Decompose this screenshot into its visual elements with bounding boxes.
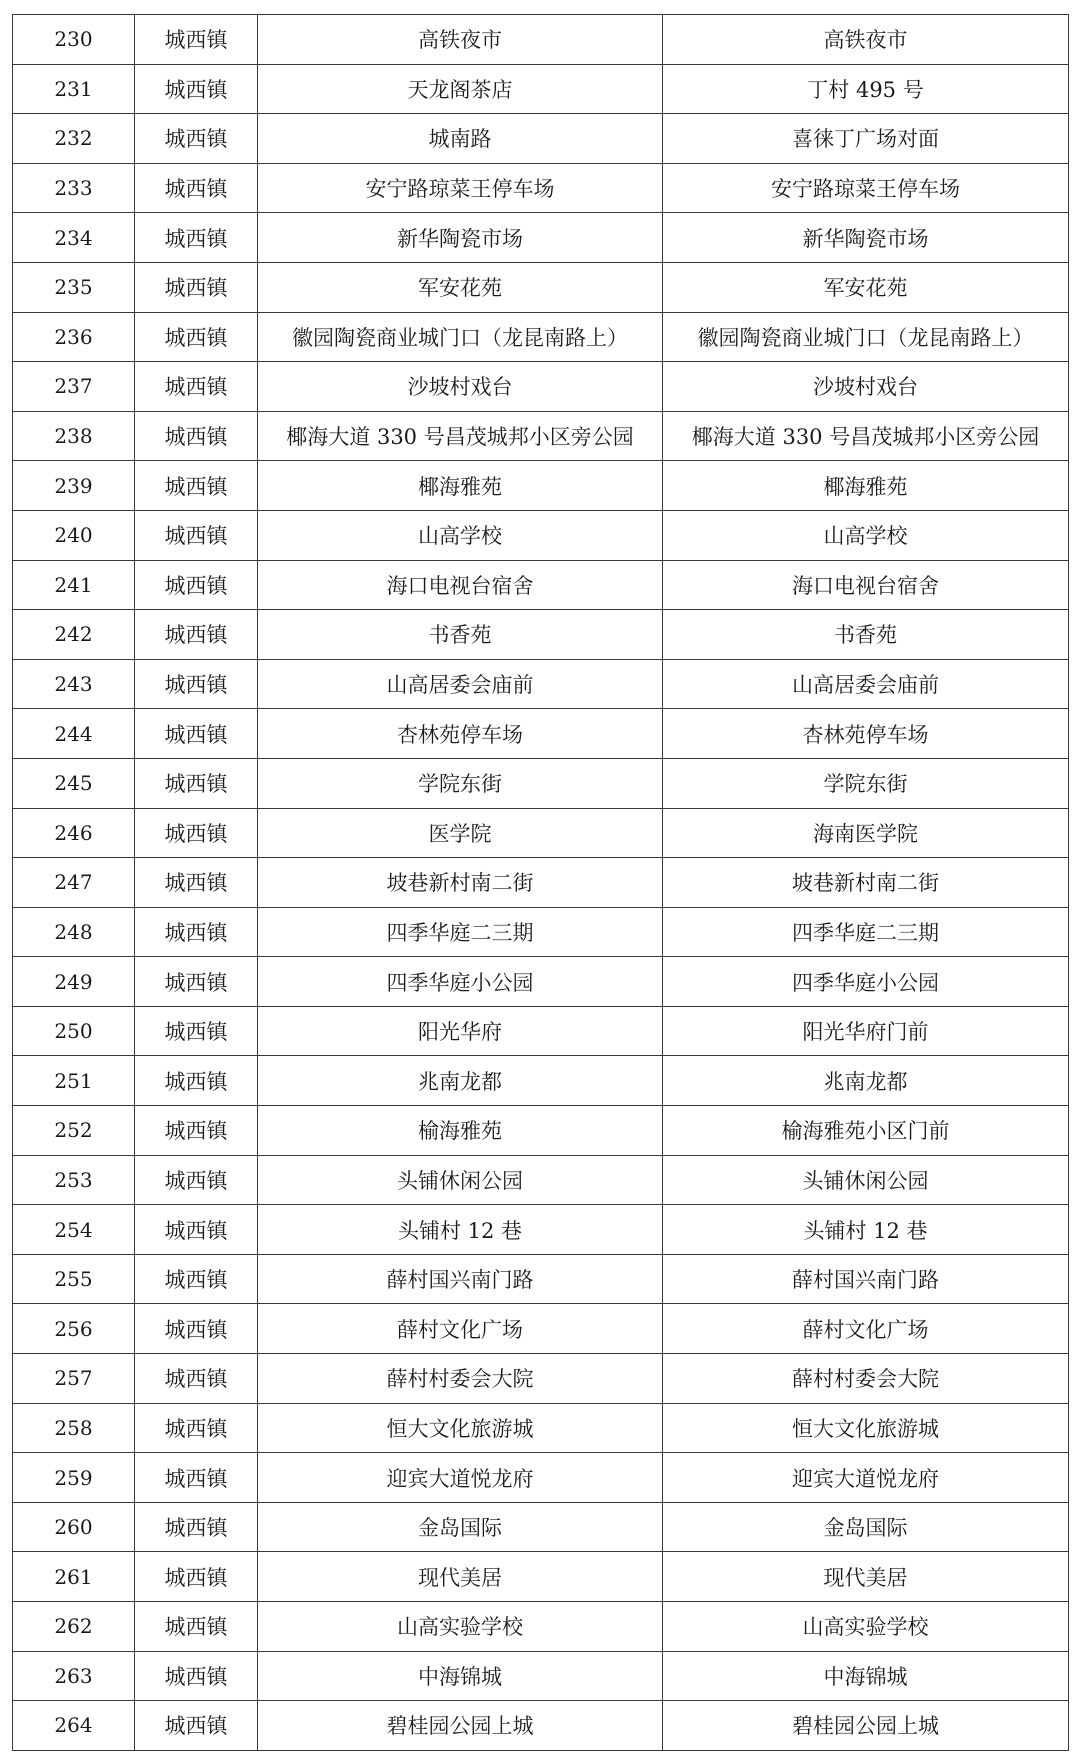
- table-row: [13, 411, 1069, 461]
- address-cell: 阳光华府门前: [663, 1006, 1069, 1056]
- table-row: [13, 808, 1069, 858]
- row-number-cell: 263: [13, 1651, 135, 1701]
- address-cell: 山高实验学校: [663, 1602, 1069, 1652]
- location-cell: 四季华庭小公园: [258, 957, 663, 1007]
- table-row: [13, 213, 1069, 263]
- address-cell: 金岛国际: [663, 1502, 1069, 1552]
- table-row: [13, 758, 1069, 808]
- town-cell: 城西镇: [135, 362, 258, 412]
- location-cell: 榆海雅苑: [258, 1106, 663, 1156]
- address-cell: 四季华庭小公园: [663, 957, 1069, 1007]
- address-cell: 山高居委会庙前: [663, 659, 1069, 709]
- location-cell: 沙坡村戏台: [258, 362, 663, 412]
- town-cell: 城西镇: [135, 858, 258, 908]
- town-cell: 城西镇: [135, 610, 258, 660]
- row-number-cell: 247: [13, 858, 135, 908]
- town-cell: 城西镇: [135, 1056, 258, 1106]
- address-cell: 丁村 495 号: [663, 64, 1069, 114]
- location-cell: 山高实验学校: [258, 1602, 663, 1652]
- row-number-cell: 251: [13, 1056, 135, 1106]
- town-cell: 城西镇: [135, 709, 258, 759]
- row-number-cell: 249: [13, 957, 135, 1007]
- address-cell: 椰海雅苑: [663, 461, 1069, 511]
- row-number-cell: 259: [13, 1453, 135, 1503]
- town-cell: 城西镇: [135, 1701, 258, 1751]
- row-number-cell: 256: [13, 1304, 135, 1354]
- location-cell: 杏林苑停车场: [258, 709, 663, 759]
- address-cell: 兆南龙都: [663, 1056, 1069, 1106]
- town-cell: 城西镇: [135, 510, 258, 560]
- table-row: [13, 1701, 1069, 1751]
- address-cell: 四季华庭二三期: [663, 907, 1069, 957]
- address-cell: 喜徕丁广场对面: [663, 114, 1069, 164]
- location-cell: 徽园陶瓷商业城门口（龙昆南路上）: [258, 312, 663, 362]
- location-cell: 头铺村 12 巷: [258, 1205, 663, 1255]
- address-cell: 学院东街: [663, 758, 1069, 808]
- address-cell: 头铺休闲公园: [663, 1155, 1069, 1205]
- town-cell: 城西镇: [135, 560, 258, 610]
- town-cell: 城西镇: [135, 1106, 258, 1156]
- address-cell: 新华陶瓷市场: [663, 213, 1069, 263]
- town-cell: 城西镇: [135, 114, 258, 164]
- address-cell: 徽园陶瓷商业城门口（龙昆南路上）: [663, 312, 1069, 362]
- row-number-cell: 239: [13, 461, 135, 511]
- table-row: [13, 362, 1069, 412]
- town-cell: 城西镇: [135, 1006, 258, 1056]
- row-number-cell: 248: [13, 907, 135, 957]
- address-cell: 薛村文化广场: [663, 1304, 1069, 1354]
- row-number-cell: 255: [13, 1254, 135, 1304]
- location-cell: 山高居委会庙前: [258, 659, 663, 709]
- location-cell: 阳光华府: [258, 1006, 663, 1056]
- table-row: [13, 1304, 1069, 1354]
- row-number-cell: 237: [13, 362, 135, 412]
- town-cell: 城西镇: [135, 15, 258, 65]
- location-cell: 薛村文化广场: [258, 1304, 663, 1354]
- table-row: [13, 1651, 1069, 1701]
- address-cell: 安宁路琼菜王停车场: [663, 163, 1069, 213]
- row-number-cell: 236: [13, 312, 135, 362]
- table-row: [13, 1155, 1069, 1205]
- town-cell: 城西镇: [135, 1453, 258, 1503]
- table-row: [13, 957, 1069, 1007]
- address-cell: 杏林苑停车场: [663, 709, 1069, 759]
- table-row: [13, 1403, 1069, 1453]
- address-cell: 头铺村 12 巷: [663, 1205, 1069, 1255]
- town-cell: 城西镇: [135, 1254, 258, 1304]
- location-cell: 恒大文化旅游城: [258, 1403, 663, 1453]
- address-cell: 榆海雅苑小区门前: [663, 1106, 1069, 1156]
- town-cell: 城西镇: [135, 1304, 258, 1354]
- town-cell: 城西镇: [135, 64, 258, 114]
- row-number-cell: 264: [13, 1701, 135, 1751]
- row-number-cell: 238: [13, 411, 135, 461]
- table-row: [13, 163, 1069, 213]
- address-cell: 军安花苑: [663, 262, 1069, 312]
- town-cell: 城西镇: [135, 1354, 258, 1404]
- address-cell: 书香苑: [663, 610, 1069, 660]
- row-number-cell: 244: [13, 709, 135, 759]
- location-cell: 书香苑: [258, 610, 663, 660]
- address-cell: 坡巷新村南二街: [663, 858, 1069, 908]
- row-number-cell: 243: [13, 659, 135, 709]
- town-cell: 城西镇: [135, 907, 258, 957]
- location-cell: 兆南龙都: [258, 1056, 663, 1106]
- table-row: [13, 1602, 1069, 1652]
- town-cell: 城西镇: [135, 1552, 258, 1602]
- row-number-cell: 260: [13, 1502, 135, 1552]
- town-cell: 城西镇: [135, 262, 258, 312]
- table-row: [13, 1552, 1069, 1602]
- address-cell: 海南医学院: [663, 808, 1069, 858]
- row-number-cell: 234: [13, 213, 135, 263]
- row-number-cell: 252: [13, 1106, 135, 1156]
- town-cell: 城西镇: [135, 312, 258, 362]
- table-row: [13, 1056, 1069, 1106]
- location-cell: 新华陶瓷市场: [258, 213, 663, 263]
- town-cell: 城西镇: [135, 957, 258, 1007]
- town-cell: 城西镇: [135, 1602, 258, 1652]
- location-cell: 海口电视台宿舍: [258, 560, 663, 610]
- location-cell: 安宁路琼菜王停车场: [258, 163, 663, 213]
- location-table-container: [12, 14, 1068, 1751]
- address-cell: 沙坡村戏台: [663, 362, 1069, 412]
- row-number-cell: 257: [13, 1354, 135, 1404]
- address-cell: 中海锦城: [663, 1651, 1069, 1701]
- table-row: [13, 1106, 1069, 1156]
- table-row: [13, 64, 1069, 114]
- town-cell: 城西镇: [135, 1155, 258, 1205]
- address-cell: 山高学校: [663, 510, 1069, 560]
- location-cell: 天龙阁茶店: [258, 64, 663, 114]
- row-number-cell: 254: [13, 1205, 135, 1255]
- row-number-cell: 262: [13, 1602, 135, 1652]
- address-cell: 现代美居: [663, 1552, 1069, 1602]
- location-cell: 薛村村委会大院: [258, 1354, 663, 1404]
- row-number-cell: 232: [13, 114, 135, 164]
- table-row: [13, 461, 1069, 511]
- row-number-cell: 258: [13, 1403, 135, 1453]
- location-cell: 山高学校: [258, 510, 663, 560]
- town-cell: 城西镇: [135, 1651, 258, 1701]
- location-table: [12, 14, 1069, 1751]
- address-cell: 恒大文化旅游城: [663, 1403, 1069, 1453]
- row-number-cell: 242: [13, 610, 135, 660]
- row-number-cell: 253: [13, 1155, 135, 1205]
- location-cell: 椰海雅苑: [258, 461, 663, 511]
- town-cell: 城西镇: [135, 659, 258, 709]
- town-cell: 城西镇: [135, 163, 258, 213]
- location-cell: 城南路: [258, 114, 663, 164]
- address-cell: 薛村村委会大院: [663, 1354, 1069, 1404]
- location-cell: 医学院: [258, 808, 663, 858]
- town-cell: 城西镇: [135, 411, 258, 461]
- row-number-cell: 261: [13, 1552, 135, 1602]
- table-row: [13, 114, 1069, 164]
- row-number-cell: 233: [13, 163, 135, 213]
- town-cell: 城西镇: [135, 213, 258, 263]
- row-number-cell: 231: [13, 64, 135, 114]
- table-row: [13, 1254, 1069, 1304]
- town-cell: 城西镇: [135, 1403, 258, 1453]
- address-cell: 椰海大道 330 号昌茂城邦小区旁公园: [663, 411, 1069, 461]
- address-cell: 薛村国兴南门路: [663, 1254, 1069, 1304]
- location-cell: 金岛国际: [258, 1502, 663, 1552]
- row-number-cell: 245: [13, 758, 135, 808]
- address-cell: 海口电视台宿舍: [663, 560, 1069, 610]
- table-row: [13, 858, 1069, 908]
- table-row: [13, 262, 1069, 312]
- town-cell: 城西镇: [135, 461, 258, 511]
- row-number-cell: 235: [13, 262, 135, 312]
- row-number-cell: 230: [13, 15, 135, 65]
- location-cell: 迎宾大道悦龙府: [258, 1453, 663, 1503]
- row-number-cell: 250: [13, 1006, 135, 1056]
- location-cell: 椰海大道 330 号昌茂城邦小区旁公园: [258, 411, 663, 461]
- location-cell: 四季华庭二三期: [258, 907, 663, 957]
- table-row: [13, 907, 1069, 957]
- location-cell: 现代美居: [258, 1552, 663, 1602]
- location-cell: 高铁夜市: [258, 15, 663, 65]
- town-cell: 城西镇: [135, 808, 258, 858]
- table-body: [13, 15, 1069, 1751]
- table-row: [13, 709, 1069, 759]
- address-cell: 碧桂园公园上城: [663, 1701, 1069, 1751]
- row-number-cell: 246: [13, 808, 135, 858]
- table-row: [13, 1502, 1069, 1552]
- table-row: [13, 312, 1069, 362]
- town-cell: 城西镇: [135, 1205, 258, 1255]
- location-cell: 学院东街: [258, 758, 663, 808]
- location-cell: 坡巷新村南二街: [258, 858, 663, 908]
- row-number-cell: 240: [13, 510, 135, 560]
- location-cell: 薛村国兴南门路: [258, 1254, 663, 1304]
- table-row: [13, 510, 1069, 560]
- table-row: [13, 1354, 1069, 1404]
- location-cell: 头铺休闲公园: [258, 1155, 663, 1205]
- location-cell: 军安花苑: [258, 262, 663, 312]
- table-row: [13, 1453, 1069, 1503]
- table-row: [13, 659, 1069, 709]
- table-row: [13, 1006, 1069, 1056]
- town-cell: 城西镇: [135, 1502, 258, 1552]
- location-cell: 碧桂园公园上城: [258, 1701, 663, 1751]
- table-row: [13, 15, 1069, 65]
- table-row: [13, 560, 1069, 610]
- location-cell: 中海锦城: [258, 1651, 663, 1701]
- table-row: [13, 610, 1069, 660]
- address-cell: 迎宾大道悦龙府: [663, 1453, 1069, 1503]
- table-row: [13, 1205, 1069, 1255]
- town-cell: 城西镇: [135, 758, 258, 808]
- row-number-cell: 241: [13, 560, 135, 610]
- address-cell: 高铁夜市: [663, 15, 1069, 65]
